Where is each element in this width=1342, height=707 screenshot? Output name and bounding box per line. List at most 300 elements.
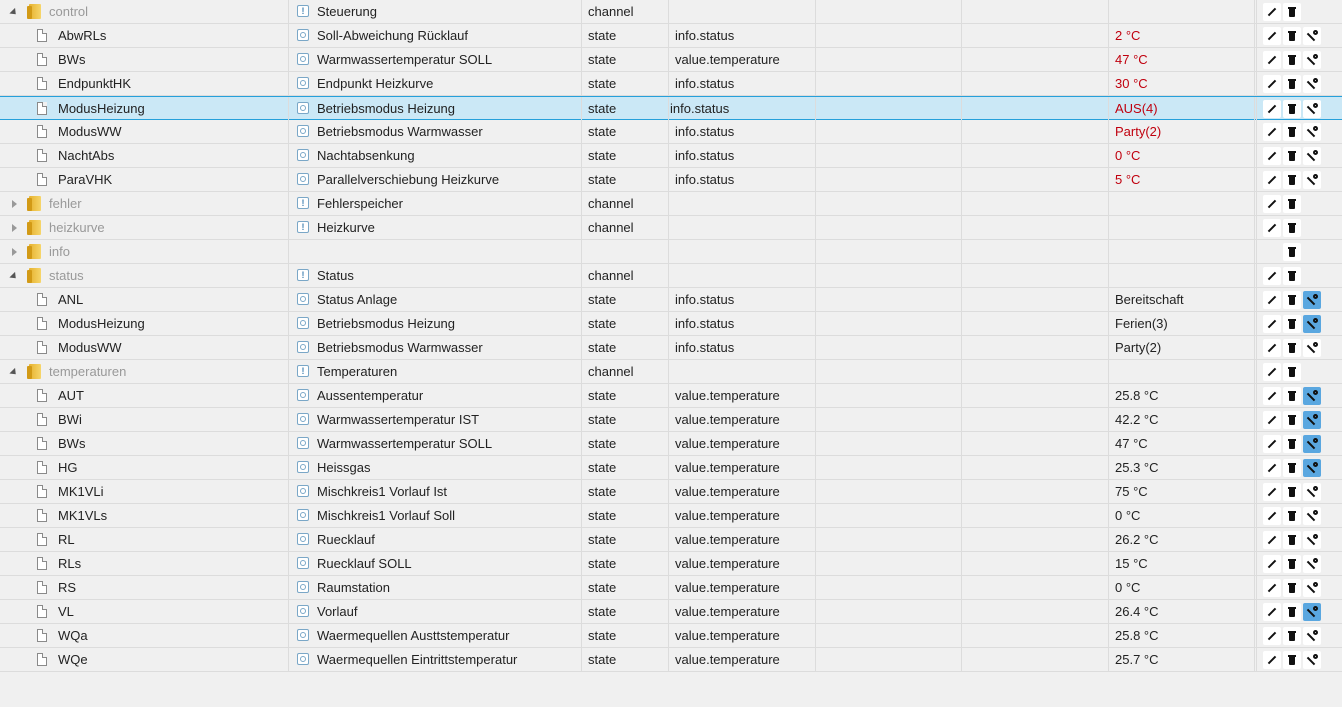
type-cell: state xyxy=(582,600,669,624)
state-icon xyxy=(297,533,309,545)
value-cell[interactable]: 25.8 °C xyxy=(1109,384,1255,408)
room-cell xyxy=(816,48,962,72)
role-cell: value.temperature xyxy=(669,432,816,456)
table-row[interactable] xyxy=(0,384,1342,408)
id-cell xyxy=(0,336,289,360)
file-icon xyxy=(37,629,47,642)
room-cell xyxy=(816,480,962,504)
delete-button[interactable] xyxy=(1283,51,1301,69)
function-cell xyxy=(962,384,1109,408)
edit-button[interactable] xyxy=(1263,267,1281,285)
table-row[interactable] xyxy=(0,48,1342,72)
settings-button[interactable] xyxy=(1303,51,1321,69)
settings-button[interactable] xyxy=(1303,507,1321,525)
settings-button[interactable] xyxy=(1303,123,1321,141)
edit-button[interactable] xyxy=(1263,435,1281,453)
delete-button[interactable] xyxy=(1283,315,1301,333)
function-cell xyxy=(962,24,1109,48)
settings-button[interactable] xyxy=(1303,555,1321,573)
value-cell[interactable]: 5 °C xyxy=(1109,168,1255,192)
function-cell xyxy=(962,576,1109,600)
table-row[interactable] xyxy=(0,72,1342,96)
table-row[interactable] xyxy=(0,576,1342,600)
object-name: Warmwassertemperatur SOLL xyxy=(317,52,493,67)
role-cell xyxy=(669,216,816,240)
table-row[interactable] xyxy=(0,288,1342,312)
delete-button[interactable] xyxy=(1283,459,1301,477)
role-cell: value.temperature xyxy=(669,624,816,648)
value-cell[interactable] xyxy=(1109,240,1255,264)
value-cell[interactable]: 0 °C xyxy=(1109,144,1255,168)
room-cell xyxy=(816,552,962,576)
actions-cell xyxy=(1257,456,1342,480)
value-cell[interactable]: Party(2) xyxy=(1109,120,1255,144)
table-row[interactable] xyxy=(0,96,1342,120)
folder-label: temperaturen xyxy=(49,364,127,379)
object-name: Ruecklauf xyxy=(317,532,375,547)
value-cell[interactable]: 0 °C xyxy=(1109,504,1255,528)
id-cell xyxy=(0,528,289,552)
room-cell xyxy=(816,600,962,624)
edit-button[interactable] xyxy=(1263,100,1281,118)
function-cell xyxy=(962,624,1109,648)
channel-icon xyxy=(297,365,309,377)
actions-cell xyxy=(1257,120,1342,144)
state-id-label: VL xyxy=(58,604,74,619)
edit-button[interactable] xyxy=(1263,171,1281,189)
file-icon xyxy=(37,533,47,546)
type-cell: channel xyxy=(582,216,669,240)
channel-icon xyxy=(297,5,309,17)
actions-cell xyxy=(1257,24,1342,48)
settings-button[interactable] xyxy=(1303,459,1321,477)
value-cell[interactable]: 26.4 °C xyxy=(1109,600,1255,624)
room-cell xyxy=(816,432,962,456)
delete-button[interactable] xyxy=(1283,387,1301,405)
expand-closed-icon[interactable] xyxy=(12,224,17,232)
role-cell xyxy=(669,0,816,24)
edit-button[interactable] xyxy=(1263,75,1281,93)
function-cell xyxy=(962,336,1109,360)
name-cell xyxy=(289,480,582,504)
edit-button[interactable] xyxy=(1263,627,1281,645)
object-name: Betriebsmodus Heizung xyxy=(317,101,456,116)
state-icon xyxy=(297,102,309,114)
settings-button[interactable] xyxy=(1303,171,1321,189)
role-cell xyxy=(669,192,816,216)
value-cell[interactable]: 42.2 °C xyxy=(1109,408,1255,432)
object-name: Status xyxy=(317,268,354,283)
settings-button[interactable] xyxy=(1303,411,1321,429)
actions-cell xyxy=(1257,528,1342,552)
room-cell xyxy=(816,72,962,96)
id-cell xyxy=(0,264,289,288)
file-icon xyxy=(37,125,47,138)
folder-label: fehler xyxy=(49,196,82,211)
role-cell: info.status xyxy=(669,312,816,336)
value-cell[interactable]: 2 °C xyxy=(1109,24,1255,48)
table-row[interactable] xyxy=(0,312,1342,336)
object-name: Betriebsmodus Warmwasser xyxy=(317,340,483,355)
id-cell xyxy=(0,504,289,528)
value-cell[interactable]: 25.8 °C xyxy=(1109,624,1255,648)
object-name: Betriebsmodus Warmwasser xyxy=(317,124,483,139)
function-cell xyxy=(962,288,1109,312)
type-cell: state xyxy=(582,120,669,144)
id-cell xyxy=(0,456,289,480)
edit-button[interactable] xyxy=(1263,603,1281,621)
value-cell[interactable]: 0 °C xyxy=(1109,576,1255,600)
delete-button[interactable] xyxy=(1283,579,1301,597)
file-icon xyxy=(37,53,47,66)
tree-folder-row[interactable] xyxy=(0,240,1342,264)
edit-button[interactable] xyxy=(1263,387,1281,405)
table-row[interactable] xyxy=(0,24,1342,48)
name-cell xyxy=(289,312,582,336)
settings-button[interactable] xyxy=(1303,339,1321,357)
edit-button[interactable] xyxy=(1263,219,1281,237)
delete-button[interactable] xyxy=(1283,411,1301,429)
object-name: Ruecklauf SOLL xyxy=(317,556,412,571)
expand-closed-icon[interactable] xyxy=(12,248,17,256)
settings-button[interactable] xyxy=(1303,147,1321,165)
object-name: Mischkreis1 Vorlauf Soll xyxy=(317,508,455,523)
id-cell xyxy=(0,72,289,96)
actions-cell xyxy=(1257,552,1342,576)
state-id-label: BWs xyxy=(58,436,86,451)
value-cell[interactable] xyxy=(1109,0,1255,24)
file-icon xyxy=(37,413,47,426)
folder-icon xyxy=(29,364,41,379)
delete-button[interactable] xyxy=(1283,171,1301,189)
table-row[interactable] xyxy=(0,168,1342,192)
table-row[interactable] xyxy=(0,504,1342,528)
state-icon xyxy=(297,413,309,425)
room-cell xyxy=(816,97,962,121)
value-cell[interactable]: 47 °C xyxy=(1109,432,1255,456)
role-cell xyxy=(669,240,816,264)
settings-button[interactable] xyxy=(1303,603,1321,621)
delete-button[interactable] xyxy=(1283,147,1301,165)
actions-cell xyxy=(1257,288,1342,312)
value-cell[interactable]: 30 °C xyxy=(1109,72,1255,96)
edit-button[interactable] xyxy=(1263,123,1281,141)
actions-cell xyxy=(1257,72,1342,96)
type-cell: state xyxy=(582,24,669,48)
tree-folder-row[interactable] xyxy=(0,360,1342,384)
edit-button[interactable] xyxy=(1263,459,1281,477)
room-cell xyxy=(816,144,962,168)
role-cell: value.temperature xyxy=(669,48,816,72)
value-cell[interactable] xyxy=(1109,216,1255,240)
actions-cell xyxy=(1257,600,1342,624)
delete-button[interactable] xyxy=(1283,75,1301,93)
actions-cell xyxy=(1257,336,1342,360)
state-icon xyxy=(297,437,309,449)
delete-button[interactable] xyxy=(1283,267,1301,285)
type-cell: state xyxy=(582,48,669,72)
name-cell xyxy=(289,240,582,264)
actions-cell xyxy=(1257,192,1342,216)
edit-button[interactable] xyxy=(1263,483,1281,501)
table-row[interactable] xyxy=(0,600,1342,624)
room-cell xyxy=(816,360,962,384)
settings-button[interactable] xyxy=(1303,27,1321,45)
type-cell: state xyxy=(582,168,669,192)
room-cell xyxy=(816,168,962,192)
actions-cell xyxy=(1257,408,1342,432)
value-cell[interactable]: 25.3 °C xyxy=(1109,456,1255,480)
function-cell xyxy=(962,528,1109,552)
room-cell xyxy=(816,264,962,288)
delete-button[interactable] xyxy=(1283,123,1301,141)
value-cell[interactable]: 75 °C xyxy=(1109,480,1255,504)
table-row[interactable] xyxy=(0,336,1342,360)
state-icon xyxy=(297,53,309,65)
actions-cell xyxy=(1257,240,1342,264)
object-name: Nachtabsenkung xyxy=(317,148,415,163)
role-cell: value.temperature xyxy=(669,504,816,528)
table-row[interactable] xyxy=(0,120,1342,144)
edit-button[interactable] xyxy=(1263,51,1281,69)
type-cell: state xyxy=(582,552,669,576)
file-icon xyxy=(37,389,47,402)
edit-button[interactable] xyxy=(1263,147,1281,165)
state-id-label: EndpunktHK xyxy=(58,76,131,91)
id-cell xyxy=(0,552,289,576)
state-id-label: ModusWW xyxy=(58,124,122,139)
name-cell xyxy=(289,504,582,528)
id-cell xyxy=(0,432,289,456)
settings-button[interactable] xyxy=(1303,579,1321,597)
object-name: Heizkurve xyxy=(317,220,375,235)
state-id-label: AUT xyxy=(58,388,84,403)
folder-icon xyxy=(29,268,41,283)
type-cell: channel xyxy=(582,360,669,384)
tree-folder-row[interactable] xyxy=(0,216,1342,240)
value-cell[interactable] xyxy=(1109,360,1255,384)
value-cell[interactable]: 26.2 °C xyxy=(1109,528,1255,552)
function-cell xyxy=(962,408,1109,432)
file-icon xyxy=(37,653,47,666)
settings-button[interactable] xyxy=(1303,315,1321,333)
file-icon xyxy=(37,605,47,618)
table-row[interactable] xyxy=(0,408,1342,432)
room-cell xyxy=(816,408,962,432)
id-cell xyxy=(0,576,289,600)
settings-button[interactable] xyxy=(1303,483,1321,501)
value-cell[interactable]: Party(2) xyxy=(1109,336,1255,360)
state-icon xyxy=(297,317,309,329)
state-icon xyxy=(297,149,309,161)
role-cell: info.status xyxy=(669,97,816,121)
role-cell: value.temperature xyxy=(669,384,816,408)
delete-button[interactable] xyxy=(1283,339,1301,357)
table-row[interactable] xyxy=(0,456,1342,480)
tree-folder-row[interactable] xyxy=(0,192,1342,216)
settings-button[interactable] xyxy=(1303,531,1321,549)
value-cell[interactable] xyxy=(1109,264,1255,288)
room-cell xyxy=(816,456,962,480)
state-id-label: RLs xyxy=(58,556,82,571)
edit-button[interactable] xyxy=(1263,27,1281,45)
object-name: Soll-Abweichung Rücklauf xyxy=(317,28,469,43)
tree-folder-row[interactable] xyxy=(0,264,1342,288)
edit-button[interactable] xyxy=(1263,339,1281,357)
table-row[interactable] xyxy=(0,552,1342,576)
value-cell[interactable]: AUS(4) xyxy=(1109,97,1255,121)
folder-label: status xyxy=(49,268,84,283)
room-cell xyxy=(816,624,962,648)
expand-open-icon[interactable] xyxy=(9,368,18,377)
type-cell: state xyxy=(582,408,669,432)
function-cell xyxy=(962,120,1109,144)
actions-cell xyxy=(1257,432,1342,456)
settings-button[interactable] xyxy=(1303,100,1321,118)
room-cell xyxy=(816,576,962,600)
state-icon xyxy=(297,557,309,569)
edit-button[interactable] xyxy=(1263,411,1281,429)
object-name: Waermequellen Eintrittstemperatur xyxy=(317,652,518,667)
settings-button[interactable] xyxy=(1303,291,1321,309)
file-icon xyxy=(37,173,47,186)
id-cell xyxy=(0,624,289,648)
function-cell xyxy=(962,216,1109,240)
state-icon xyxy=(297,341,309,353)
actions-cell xyxy=(1257,168,1342,192)
delete-button[interactable] xyxy=(1283,627,1301,645)
folder-icon xyxy=(29,4,41,19)
table-row[interactable] xyxy=(0,624,1342,648)
channel-icon xyxy=(297,269,309,281)
edit-button[interactable] xyxy=(1263,579,1281,597)
state-icon xyxy=(297,125,309,137)
delete-button[interactable] xyxy=(1283,555,1301,573)
id-cell xyxy=(0,120,289,144)
value-cell[interactable]: 15 °C xyxy=(1109,552,1255,576)
edit-button[interactable] xyxy=(1263,651,1281,669)
delete-button[interactable] xyxy=(1283,195,1301,213)
edit-button[interactable] xyxy=(1263,3,1281,21)
delete-button[interactable] xyxy=(1283,243,1301,261)
delete-button[interactable] xyxy=(1283,483,1301,501)
object-name: Steuerung xyxy=(317,4,377,19)
id-cell xyxy=(0,288,289,312)
expand-open-icon[interactable] xyxy=(9,8,18,17)
table-row[interactable] xyxy=(0,144,1342,168)
actions-cell xyxy=(1257,624,1342,648)
role-cell: info.status xyxy=(669,24,816,48)
function-cell xyxy=(962,456,1109,480)
edit-button[interactable] xyxy=(1263,291,1281,309)
settings-button[interactable] xyxy=(1303,627,1321,645)
object-name: Status Anlage xyxy=(317,292,398,307)
edit-button[interactable] xyxy=(1263,507,1281,525)
settings-button[interactable] xyxy=(1303,435,1321,453)
value-cell[interactable]: 25.7 °C xyxy=(1109,648,1255,672)
value-cell[interactable]: Bereitschaft xyxy=(1109,288,1255,312)
state-id-label: WQe xyxy=(58,652,88,667)
folder-icon xyxy=(29,196,41,211)
table-row[interactable] xyxy=(0,432,1342,456)
value-cell[interactable]: Ferien(3) xyxy=(1109,312,1255,336)
edit-button[interactable] xyxy=(1263,363,1281,381)
name-cell xyxy=(289,216,582,240)
id-cell xyxy=(0,312,289,336)
tree-folder-row[interactable] xyxy=(0,0,1342,24)
delete-button[interactable] xyxy=(1283,100,1301,118)
value-cell[interactable]: 47 °C xyxy=(1109,48,1255,72)
name-cell xyxy=(289,168,582,192)
id-cell xyxy=(0,360,289,384)
delete-button[interactable] xyxy=(1283,291,1301,309)
actions-cell xyxy=(1257,480,1342,504)
object-name: Fehlerspeicher xyxy=(317,196,403,211)
delete-button[interactable] xyxy=(1283,219,1301,237)
name-cell xyxy=(289,600,582,624)
delete-button[interactable] xyxy=(1283,603,1301,621)
table-row[interactable] xyxy=(0,528,1342,552)
table-row[interactable] xyxy=(0,480,1342,504)
function-cell xyxy=(962,168,1109,192)
delete-button[interactable] xyxy=(1283,3,1301,21)
file-icon xyxy=(37,293,47,306)
object-name: Warmwassertemperatur SOLL xyxy=(317,436,493,451)
file-icon xyxy=(37,341,47,354)
room-cell xyxy=(816,528,962,552)
role-cell: value.temperature xyxy=(669,552,816,576)
name-cell xyxy=(289,528,582,552)
settings-button[interactable] xyxy=(1303,387,1321,405)
id-cell xyxy=(0,48,289,72)
file-icon xyxy=(37,149,47,162)
edit-button[interactable] xyxy=(1263,531,1281,549)
actions-cell xyxy=(1257,504,1342,528)
expand-closed-icon[interactable] xyxy=(12,200,17,208)
room-cell xyxy=(816,504,962,528)
actions-cell xyxy=(1257,97,1342,121)
function-cell xyxy=(962,504,1109,528)
room-cell xyxy=(816,648,962,672)
name-cell xyxy=(289,48,582,72)
table-row[interactable] xyxy=(0,648,1342,672)
folder-icon xyxy=(29,220,41,235)
state-id-label: ParaVHK xyxy=(58,172,113,187)
edit-button[interactable] xyxy=(1263,555,1281,573)
delete-button[interactable] xyxy=(1283,363,1301,381)
settings-button[interactable] xyxy=(1303,651,1321,669)
delete-button[interactable] xyxy=(1283,27,1301,45)
type-cell: state xyxy=(582,432,669,456)
actions-cell xyxy=(1257,360,1342,384)
expand-open-icon[interactable] xyxy=(9,272,18,281)
function-cell xyxy=(962,48,1109,72)
settings-button[interactable] xyxy=(1303,75,1321,93)
function-cell xyxy=(962,97,1109,121)
state-id-label: WQa xyxy=(58,628,88,643)
state-id-label: ModusWW xyxy=(58,340,122,355)
delete-button[interactable] xyxy=(1283,531,1301,549)
edit-button[interactable] xyxy=(1263,315,1281,333)
delete-button[interactable] xyxy=(1283,651,1301,669)
function-cell xyxy=(962,600,1109,624)
state-id-label: RS xyxy=(58,580,77,595)
edit-button[interactable] xyxy=(1263,195,1281,213)
function-cell xyxy=(962,240,1109,264)
delete-button[interactable] xyxy=(1283,435,1301,453)
value-cell[interactable] xyxy=(1109,192,1255,216)
delete-button[interactable] xyxy=(1283,507,1301,525)
